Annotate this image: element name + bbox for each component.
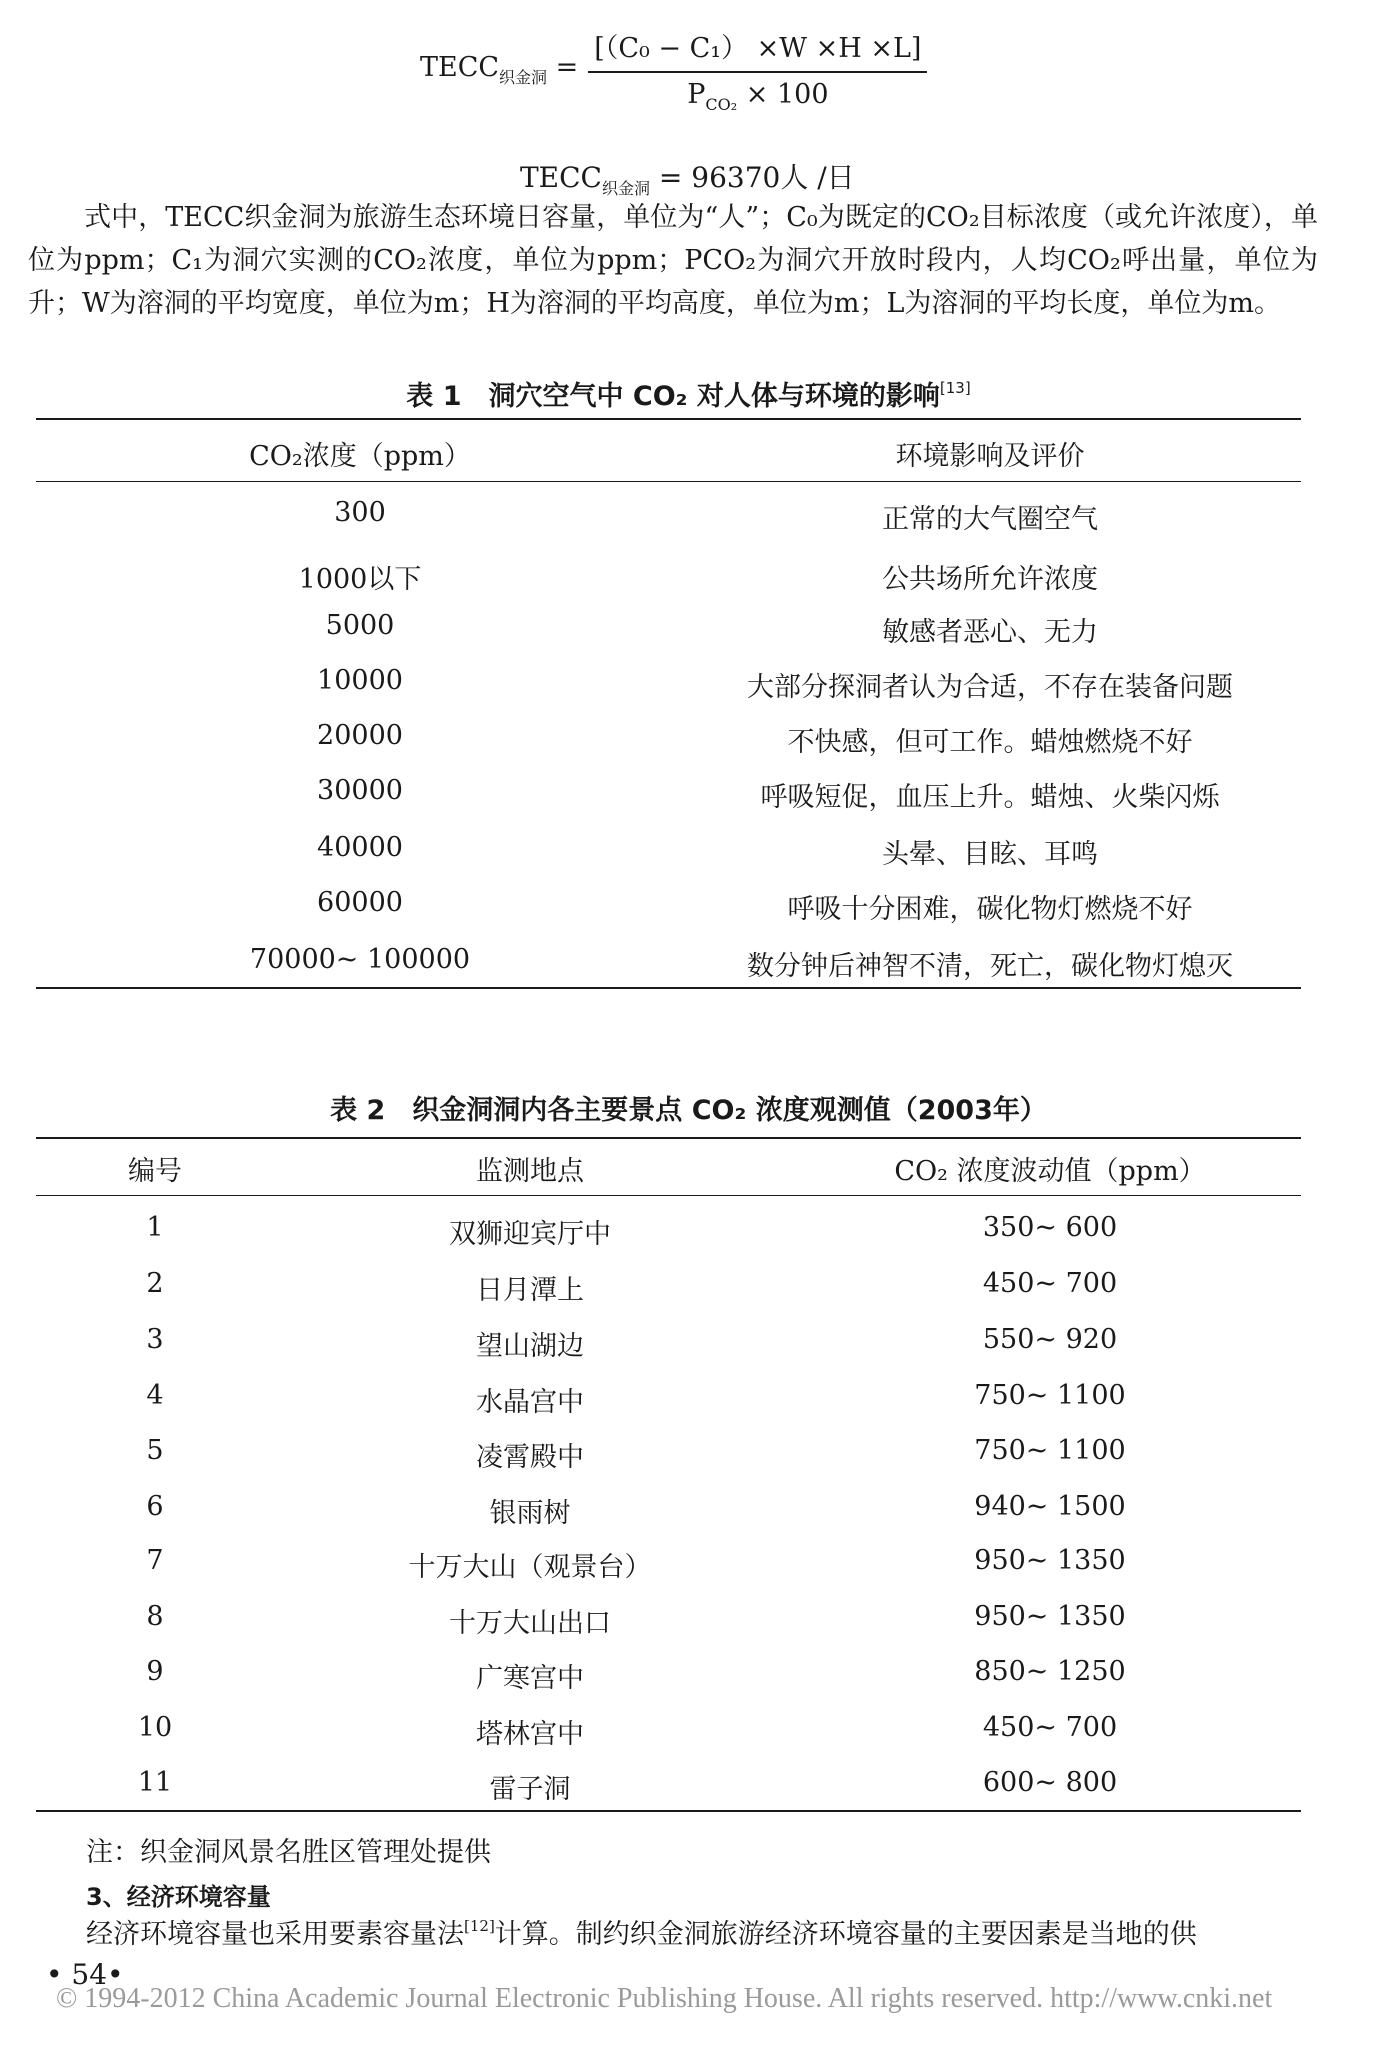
table2-cell-location: 凌霄殿中: [476, 1442, 584, 1473]
result-sub: 织金洞: [601, 179, 650, 198]
table2-cell-id: 10: [137, 1712, 173, 1743]
table2-cell-concentration: 600~ 800: [982, 1767, 1118, 1798]
table1-cell-effect: 不快感，但可工作。蜡烛燃烧不好: [787, 727, 1193, 758]
table1-cell-effect: 公共场所允许浓度: [882, 564, 1098, 595]
table2-cell-location: 日月潭上: [476, 1275, 584, 1306]
formula-result: [520, 156, 855, 199]
table1-cell-effect: 呼吸短促，血压上升。蜡烛、火柴闪烁: [760, 782, 1220, 813]
table2-title-text: 表 2 织金洞洞内各主要景点 CO₂ 浓度观测值（2003年）: [330, 1095, 1047, 1126]
table2-header-rule: [36, 1195, 1301, 1196]
table2-header-id: 编号: [128, 1156, 182, 1187]
table2-title: [0, 1088, 1377, 1127]
table1-cell-effect: 呼吸十分困难，碳化物灯燃烧不好: [787, 894, 1193, 925]
denominator-sub: CO₂: [705, 95, 738, 114]
formula-lhs: [420, 52, 578, 88]
lastline-ref: [12]: [464, 1917, 495, 1935]
table2-cell-concentration: 940~ 1500: [974, 1491, 1126, 1522]
body-paragraph: [28, 196, 1318, 325]
denominator-rest: × 100: [745, 79, 829, 110]
table2-cell-id: 7: [146, 1545, 164, 1576]
table1-cell-effect: 敏感者恶心、无力: [882, 617, 1098, 648]
table1-cell-concentration: 300: [334, 497, 386, 528]
table1-cell-effect: 头晕、目眩、耳鸣: [882, 839, 1098, 870]
table1-title-text: 表 1 洞穴空气中 CO₂ 对人体与环境的影响: [406, 381, 940, 412]
table1-header-concentration: CO₂浓度（ppm）: [249, 441, 471, 472]
table2-cell-id: 2: [146, 1268, 164, 1299]
table2-cell-concentration: 950~ 1350: [974, 1601, 1126, 1632]
result-lhs: TECC: [520, 161, 602, 194]
table2-cell-id: 4: [146, 1380, 164, 1411]
table2-header-location: 监测地点: [476, 1156, 584, 1187]
formula-eq: =: [555, 52, 579, 83]
denominator-p: P: [687, 79, 706, 110]
table2-header-concentration: CO₂ 浓度波动值（ppm）: [894, 1156, 1206, 1187]
table-note: 注：织金洞风景名胜区管理处提供: [86, 1837, 491, 1868]
table1-ref: [13]: [939, 379, 971, 397]
table2-cell-location: 银雨树: [489, 1498, 571, 1529]
table2-cell-concentration: 950~ 1350: [974, 1545, 1126, 1576]
table2-cell-location: 雷子洞: [489, 1774, 571, 1805]
table1-header-effect: 环境影响及评价: [895, 441, 1085, 472]
table2-cell-id: 3: [146, 1324, 164, 1355]
body-lastline: [86, 1912, 1197, 1951]
table2-cell-location: 塔林宫中: [476, 1719, 584, 1750]
formula-numerator: [（C₀ − C₁） ×W ×H ×L]: [588, 26, 927, 73]
lastline-part-a: 经济环境容量也采用要素容量法: [86, 1919, 464, 1950]
table1-cell-concentration: 30000: [317, 775, 403, 806]
table2-cell-id: 11: [137, 1767, 173, 1798]
table2-cell-location: 望山湖边: [476, 1331, 584, 1362]
table2-cell-id: 8: [146, 1601, 164, 1632]
formula-denominator: [687, 73, 828, 114]
paragraph-text: 式中，TECC织金洞为旅游生态环境日容量，单位为“人”；C₀为既定的CO₂目标浓度（或允许浓度），单位为ppm；C₁为洞穴实测的CO₂浓度，单位为ppm；PCO₂为洞穴开放时段内，人均CO₂呼出量，单位为升；W为溶洞的平均宽度，单位为m；H为溶洞的平均高度，单位为m；L为溶洞的平均长度，单位为m。: [28, 202, 1318, 319]
table2-cell-location: 双狮迎宾厅中: [449, 1219, 611, 1250]
table1-cell-concentration: 1000以下: [298, 564, 422, 595]
table2-cell-concentration: 550~ 920: [982, 1324, 1118, 1355]
table1-cell-concentration: 20000: [317, 720, 403, 751]
table2-cell-concentration: 450~ 700: [982, 1712, 1118, 1743]
section-heading: 3、经济环境容量: [86, 1883, 271, 1911]
table2-cell-concentration: 350~ 600: [982, 1212, 1118, 1243]
table2-bottom-rule: [36, 1810, 1301, 1812]
table1-bottom-rule: [36, 987, 1301, 989]
table1-cell-effect: 正常的大气圈空气: [882, 504, 1098, 535]
table1-title: [0, 374, 1377, 413]
formula-lhs-text: TECC: [420, 52, 500, 83]
table2-cell-concentration: 850~ 1250: [974, 1656, 1126, 1687]
table2-cell-id: 6: [146, 1491, 164, 1522]
table1-header-rule: [36, 481, 1301, 482]
table2-cell-id: 5: [146, 1435, 164, 1466]
table2-cell-concentration: 450~ 700: [982, 1268, 1118, 1299]
table2-cell-concentration: 750~ 1100: [974, 1380, 1126, 1411]
table2-top-rule: [36, 1137, 1301, 1139]
table2-cell-id: 9: [146, 1656, 164, 1687]
formula-fraction: [588, 26, 927, 114]
table2-cell-id: 1: [146, 1212, 164, 1243]
formula: [420, 26, 927, 114]
table2-cell-concentration: 750~ 1100: [974, 1435, 1126, 1466]
result-rhs: = 96370人 /日: [658, 161, 855, 194]
table1-cell-concentration: 40000: [317, 832, 403, 863]
table1-top-rule: [36, 418, 1301, 420]
table2-cell-location: 十万大山（观景台）: [408, 1552, 652, 1583]
table2-cell-location: 水晶宫中: [476, 1387, 584, 1418]
table1-cell-effect: 数分钟后神智不清，死亡，碳化物灯熄灭: [747, 951, 1233, 982]
table1-cell-concentration: 60000: [317, 887, 403, 918]
table2-cell-location: 广寒宫中: [476, 1663, 584, 1694]
table1-cell-concentration: 5000: [325, 610, 395, 641]
formula-lhs-sub: 织金洞: [499, 68, 548, 87]
lastline-part-b: 计算。制约织金洞旅游经济环境容量的主要因素是当地的供: [494, 1919, 1197, 1950]
table1-cell-concentration: 70000~ 100000: [249, 944, 471, 975]
copyright-footer: © 1994-2012 China Academic Journal Electronic Publishing House. All rights reserved. http://www.cnki.net: [56, 1983, 1273, 2014]
page-number: • 54•: [46, 1958, 124, 1991]
table2-cell-location: 十万大山出口: [449, 1608, 611, 1639]
table1-cell-effect: 大部分探洞者认为合适，不存在装备问题: [747, 672, 1233, 703]
table1-cell-concentration: 10000: [317, 665, 403, 696]
